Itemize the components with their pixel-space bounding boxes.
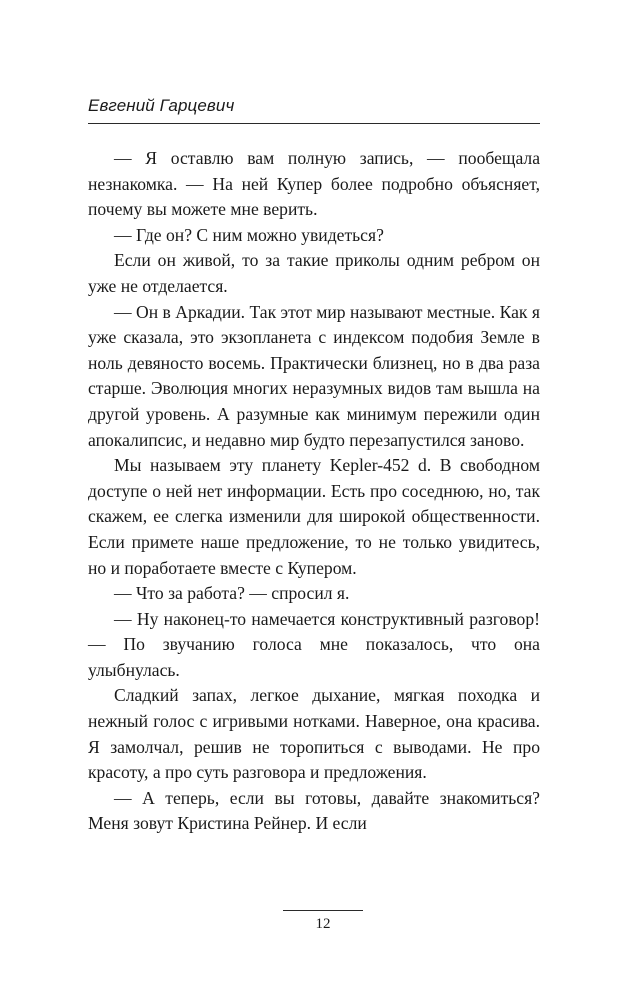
paragraph: Мы называем эту планету Kepler-452 d. В свободном доступе о ней нет информации. Есть про соседнюю, но, так скажем, ее слегка изменили для широкой общественности. Если примете наше предложение, то не только увидитесь, но и поработаете вместе с Купером. bbox=[88, 455, 540, 578]
page-header bbox=[88, 94, 540, 124]
paragraph: — А теперь, если вы готовы, давайте знакомиться? Меня зовут Кристина Рейнер. И если bbox=[88, 787, 540, 834]
paragraph: — Он в Аркадии. Так этот мир называют местные. Как я уже сказала, это экзопланета с индексом подобия Земле в ноль девяносто восемь. Практически близнец, но в два раза старше. Эволюция многих неразумных видов там вышла на другой уровень. А разумные как минимум пережили один апокалипсис, и недавно мир будто перезапустился заново. bbox=[88, 301, 540, 450]
paragraph: Если он живой, то за такие приколы одним ребром он уже не отделается. bbox=[88, 250, 540, 296]
paragraph: — Что за работа? — спросил я. bbox=[114, 583, 350, 604]
running-head-author: Евгений Гарцевич bbox=[88, 96, 235, 115]
paragraph: Сладкий запах, легкое дыхание, мягкая походка и нежный голос с игривыми нотками. Наверное, она красива. Я замолчал, решив не торопиться с выводами. Не про красоту, а про суть разговора и предложения. bbox=[88, 685, 540, 783]
paragraph: — Где он? С ним можно увидеться? bbox=[114, 224, 384, 245]
paragraph: — Я оставлю вам полную запись, — пообещала незнакомка. — На ней Купер более подробно объясняет, почему вы можете мне верить. bbox=[88, 148, 540, 220]
footer-rule bbox=[283, 910, 363, 911]
paragraph: — Ну наконец-то намечается конструктивный разговор! — По звучанию голоса мне показалось, что она улыбнулась. bbox=[88, 608, 540, 680]
body-text bbox=[88, 146, 540, 837]
page-number: 12 bbox=[315, 916, 331, 932]
